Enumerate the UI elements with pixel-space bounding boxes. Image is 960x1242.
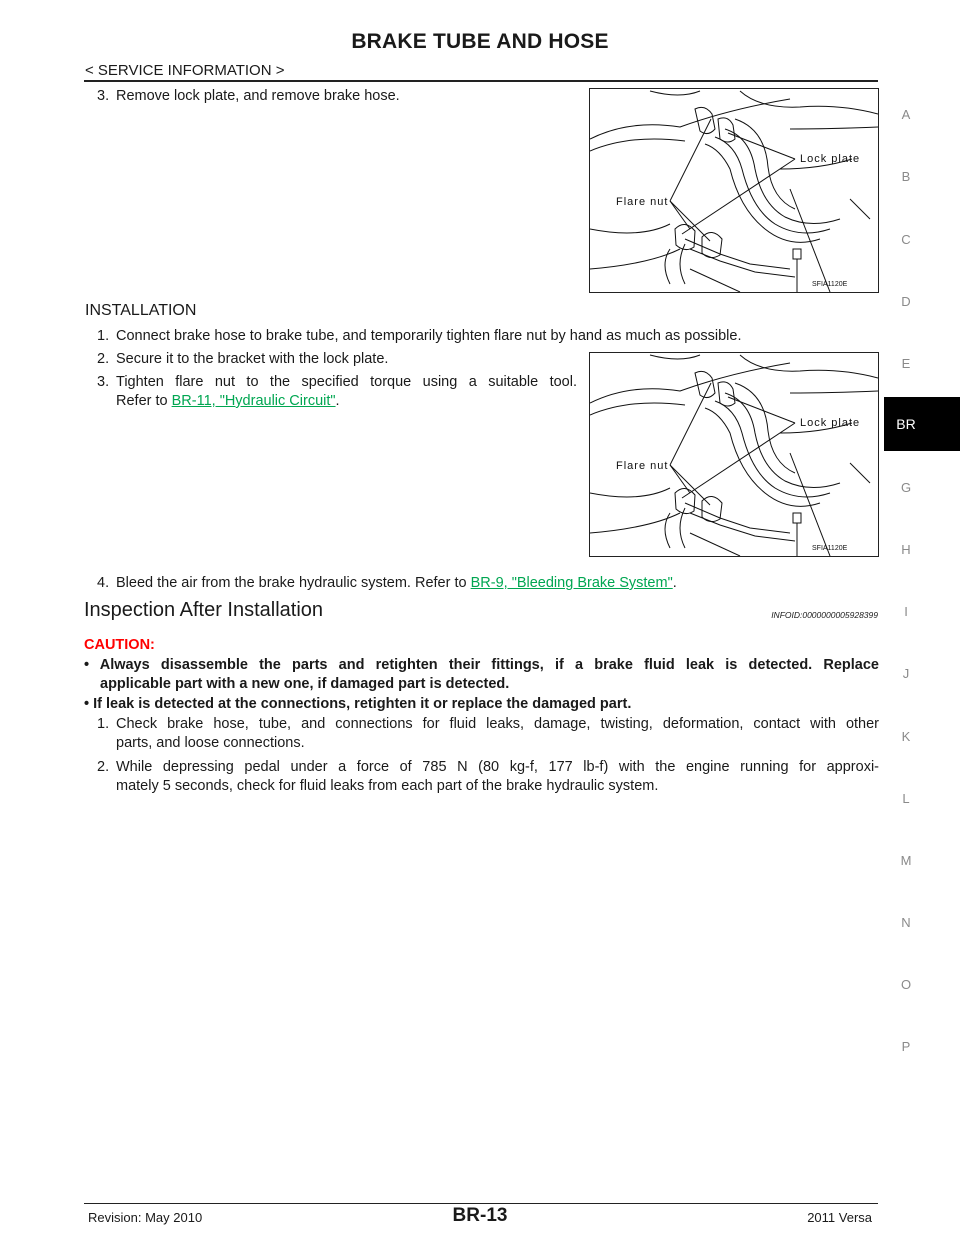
step-text [116, 574, 877, 593]
index-letter-g[interactable]: G [900, 480, 912, 495]
step-number: 3. [97, 374, 110, 390]
index-letter-i[interactable]: I [904, 604, 908, 619]
inspection-step-2 [97, 758, 879, 796]
step-number: 1. [97, 328, 110, 344]
step-line: Check brake hose, tube, and connections for fluid leaks, damage, twisting, deformation, contact with other [116, 716, 879, 732]
step-text-main: Bleed the air from the brake hydraulic system. Refer to [116, 575, 471, 591]
index-letter-h[interactable]: H [901, 542, 911, 557]
page-title: BRAKE TUBE AND HOSE [351, 30, 609, 53]
step-refer [116, 392, 577, 411]
index-letter-d[interactable]: D [901, 294, 911, 309]
bullet-line: applicable part with a new one, if damaged part is detected. [100, 676, 510, 692]
installation-heading: INSTALLATION [85, 302, 197, 319]
step-number: 2. [97, 351, 110, 367]
brake-hose-figure-1 [589, 88, 879, 293]
step-line: While depressing pedal under a force of 785 N (80 kg-f, 177 lb-f) with the engine running for approxi- [116, 759, 879, 775]
refer-suffix: . [335, 393, 340, 409]
caution-label: CAUTION: [84, 637, 155, 653]
index-letter-a[interactable]: A [901, 107, 911, 122]
index-letter-n[interactable]: N [901, 915, 911, 930]
refer-prefix: Refer to [116, 393, 172, 409]
inspection-section-title: Inspection After Installation [84, 599, 324, 621]
index-letter-l[interactable]: L [902, 791, 910, 806]
index-tab-label: BR [896, 416, 916, 432]
index-letter-c[interactable]: C [901, 232, 911, 247]
index-letter-o[interactable]: O [900, 977, 912, 992]
index-tab-br[interactable] [884, 397, 960, 451]
index-letter-m[interactable]: M [900, 853, 912, 868]
installation-step-3 [97, 373, 577, 411]
bullet-line: • If leak is detected at the connections, retighten it or replace the damaged part. [84, 696, 632, 712]
index-letter-e[interactable]: E [901, 356, 911, 371]
index-letter-j[interactable]: J [902, 666, 910, 681]
brake-hose-illustration [590, 89, 878, 292]
caution-bullet-1 [84, 656, 879, 694]
step-line: mately 5 seconds, check for fluid leaks from each part of the brake hydraulic system. [116, 778, 659, 794]
index-letter-b[interactable]: B [901, 169, 911, 184]
flare-nut-label: Flare nut [616, 460, 669, 472]
hydraulic-circuit-link[interactable]: BR-11, "Hydraulic Circuit" [171, 393, 336, 409]
bullet-line: • Always disassemble the parts and retighten their fittings, if a brake fluid leak is detected. Replace [84, 657, 879, 673]
header-rule [84, 80, 878, 82]
installation-step-4 [97, 574, 877, 593]
step-line: parts, and loose connections. [116, 735, 305, 751]
index-letter-k[interactable]: K [901, 729, 911, 744]
footer-revision: Revision: May 2010 [88, 1210, 203, 1225]
flare-nut-label: Flare nut [616, 196, 669, 208]
step-text: Tighten flare nut to the specified torque using a suitable tool. [116, 374, 577, 390]
figure-id: SFIA1120E [812, 281, 848, 288]
step-number: 1. [97, 716, 110, 732]
footer-model: 2011 Versa [807, 1210, 872, 1225]
installation-step-2 [97, 350, 557, 369]
caution-bullet-2 [84, 695, 879, 714]
step-text: Remove lock plate, and remove brake hose. [116, 88, 400, 104]
bleeding-brake-system-link[interactable]: BR-9, "Bleeding Brake System" [470, 575, 673, 591]
step-number: 2. [97, 759, 110, 775]
info-id: INFOID:0000000005928399 [771, 610, 878, 620]
installation-step-1 [97, 327, 877, 346]
step-number: 3. [97, 88, 110, 104]
step-text: Secure it to the bracket with the lock plate. [116, 351, 389, 367]
removal-step-3 [97, 87, 557, 106]
brake-hose-figure-2 [589, 352, 879, 557]
step-number: 4. [97, 575, 110, 591]
brake-hose-illustration [590, 353, 878, 556]
index-letter-p[interactable]: P [901, 1039, 911, 1054]
figure-id: SFIA1120E [812, 545, 848, 552]
lock-plate-label: Lock plate [800, 417, 861, 429]
footer-page-number: BR-13 [452, 1205, 508, 1226]
lock-plate-label: Lock plate [800, 153, 861, 165]
step-suffix: . [672, 575, 677, 591]
section-subtitle: < SERVICE INFORMATION > [85, 62, 285, 79]
inspection-step-1 [97, 715, 879, 753]
footer-rule [84, 1203, 878, 1204]
step-text: Connect brake hose to brake tube, and temporarily tighten flare nut by hand as much as possible. [116, 328, 742, 344]
